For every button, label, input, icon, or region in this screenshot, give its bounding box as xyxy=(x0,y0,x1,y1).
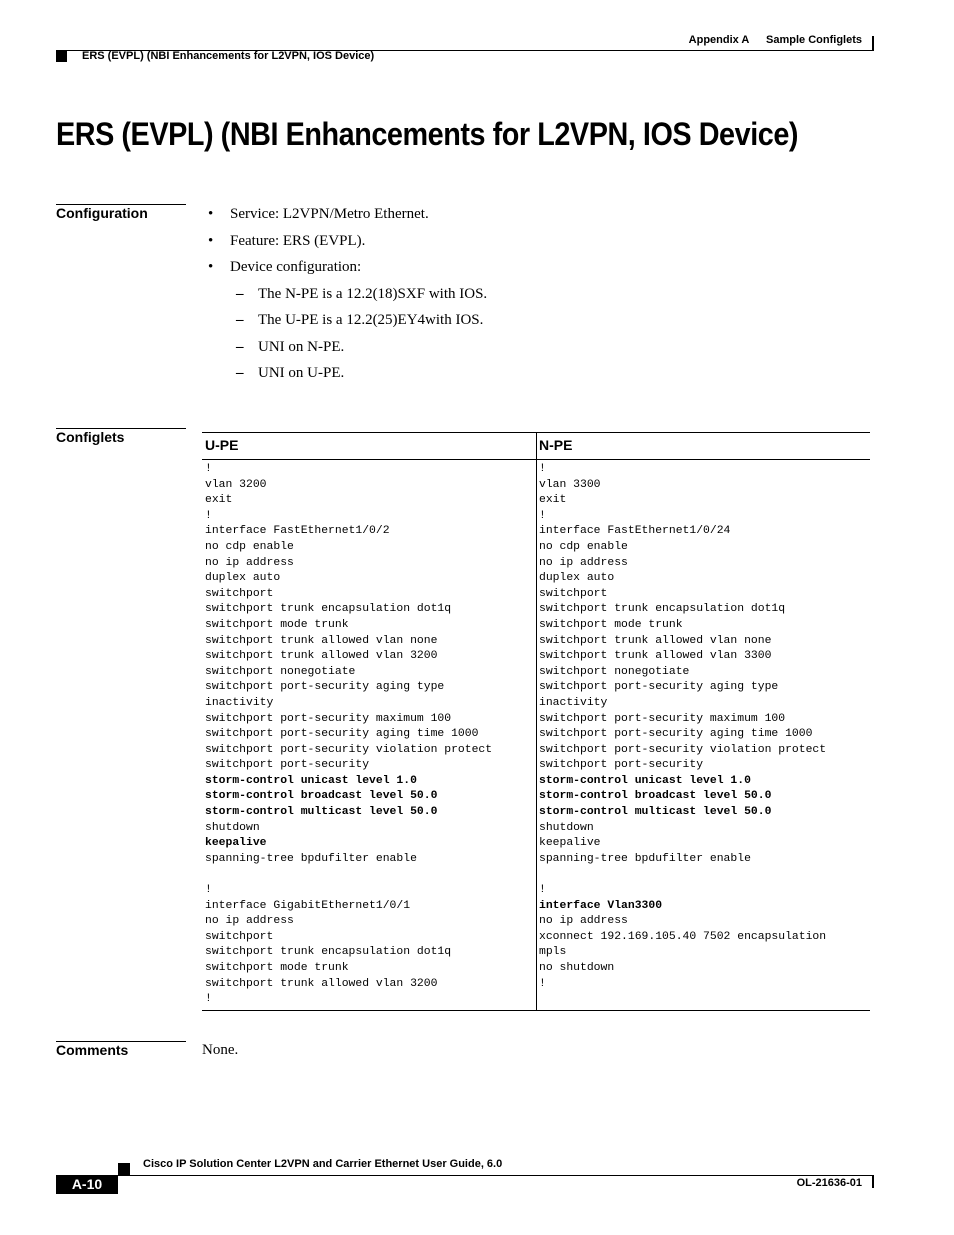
code-line: switchport mode trunk xyxy=(539,618,683,631)
code-line: storm-control broadcast level 50.0 xyxy=(205,790,438,803)
footer-square-marker xyxy=(118,1163,130,1175)
code-line: switchport nonegotiate xyxy=(539,665,690,678)
sub-list-item xyxy=(202,337,487,364)
code-line: duplex auto xyxy=(539,572,615,585)
dash-icon: – xyxy=(236,285,244,302)
configuration-label: Configuration xyxy=(56,205,148,221)
sub-list-item xyxy=(202,284,487,311)
list-item xyxy=(202,231,487,258)
code-line: switchport xyxy=(205,930,274,943)
code-line: xconnect 192.169.105.40 7502 encapsulation xyxy=(539,930,827,943)
code-line: storm-control multicast level 50.0 xyxy=(205,806,438,819)
bullet-icon: • xyxy=(208,232,214,249)
footer-tick-mark xyxy=(872,1176,874,1188)
dash-icon: – xyxy=(236,365,244,381)
upe-column-header: U-PE xyxy=(205,437,239,453)
code-line: switchport trunk allowed vlan 3200 xyxy=(205,650,438,663)
page-number: A-10 xyxy=(56,1175,118,1194)
code-line: exit xyxy=(205,494,233,507)
code-line: switchport xyxy=(205,587,274,600)
sub-list-item-text: The N-PE is a 12.2(18)SXF with IOS. xyxy=(258,285,488,302)
code-line: mpls xyxy=(539,946,567,959)
code-line: interface FastEthernet1/0/24 xyxy=(539,525,731,538)
code-line: switchport mode trunk xyxy=(205,962,349,974)
code-line: vlan 3200 xyxy=(205,478,267,491)
code-line: no ip address xyxy=(539,915,628,928)
code-line: ! xyxy=(539,977,546,990)
code-line: storm-control unicast level 1.0 xyxy=(205,774,417,787)
code-line: interface GigabitEthernet1/0/1 xyxy=(205,899,411,912)
npe-configlet-code xyxy=(539,462,826,992)
code-line: switchport xyxy=(539,587,608,600)
code-line: switchport port-security xyxy=(539,759,704,772)
code-line: switchport port-security violation protect xyxy=(539,743,827,756)
code-line: switchport mode trunk xyxy=(205,618,349,631)
code-line: duplex auto xyxy=(205,572,281,585)
running-header-right xyxy=(675,34,862,46)
configlets-label: Configlets xyxy=(56,429,125,445)
code-line: switchport trunk allowed vlan none xyxy=(539,634,772,647)
header-tick-mark xyxy=(872,36,874,50)
running-title: ERS (EVPL) (NBI Enhancements for L2VPN, IOS Device) xyxy=(82,50,375,62)
code-line: shutdown xyxy=(205,821,260,834)
list-item-text: Device configuration: xyxy=(230,259,362,275)
sub-list-item-text: UNI on N-PE. xyxy=(258,338,345,355)
bullet-icon: • xyxy=(208,206,214,222)
comments-label: Comments xyxy=(56,1042,129,1058)
code-line: ! xyxy=(205,993,212,1006)
appendix-label: Appendix A xyxy=(688,34,749,46)
configuration-list xyxy=(202,204,487,390)
code-line xyxy=(539,867,826,883)
code-line: ! xyxy=(205,463,212,475)
code-line: no ip address xyxy=(205,556,294,569)
code-line: switchport trunk encapsulation dot1q xyxy=(539,603,786,616)
list-item xyxy=(202,257,487,284)
code-line: keepalive xyxy=(205,837,267,850)
bullet-icon: • xyxy=(208,259,214,275)
footer-guide-title: Cisco IP Solution Center L2VPN and Carrier Ethernet User Guide, 6.0 xyxy=(143,1158,503,1170)
code-line: spanning-tree bpdufilter enable xyxy=(205,852,417,865)
code-line: ! xyxy=(539,884,546,897)
code-line: no ip address xyxy=(205,915,294,928)
code-line: ! xyxy=(539,509,546,522)
code-line: ! xyxy=(205,509,212,522)
code-line: switchport port-security aging time 1000 xyxy=(205,728,479,741)
code-line: switchport port-security maximum 100 xyxy=(539,712,786,725)
code-line: switchport trunk encapsulation dot1q xyxy=(205,603,452,616)
table-column-divider xyxy=(536,432,537,1011)
code-line: storm-control unicast level 1.0 xyxy=(539,774,751,787)
code-line: vlan 3300 xyxy=(539,478,601,491)
section-label: Sample Configlets xyxy=(766,34,862,46)
code-line: switchport trunk allowed vlan 3300 xyxy=(539,650,772,663)
code-line: no shutdown xyxy=(539,962,615,974)
code-line: keepalive xyxy=(539,837,601,850)
code-line: switchport nonegotiate xyxy=(205,665,356,678)
dash-icon: – xyxy=(236,312,244,328)
header-square-marker xyxy=(56,51,67,62)
code-line: switchport port-security xyxy=(205,759,370,772)
code-line: switchport trunk allowed vlan 3200 xyxy=(205,977,438,990)
code-line: switchport port-security aging type xyxy=(205,681,445,694)
code-line: switchport trunk allowed vlan none xyxy=(205,634,438,647)
code-line: switchport port-security maximum 100 xyxy=(205,712,452,725)
sub-list-item-text: UNI on U-PE. xyxy=(258,365,345,381)
sub-list-item xyxy=(202,310,487,337)
upe-configlet-code xyxy=(205,462,492,1008)
code-line: exit xyxy=(539,494,567,507)
dash-icon: – xyxy=(236,338,244,355)
list-item-text: Feature: ERS (EVPL). xyxy=(230,232,366,249)
sub-list-item xyxy=(202,363,487,390)
code-line: inactivity xyxy=(539,696,608,709)
code-line: ! xyxy=(205,884,212,897)
code-line: no cdp enable xyxy=(205,540,294,553)
npe-column-header: N-PE xyxy=(539,437,573,453)
list-item-text: Service: L2VPN/Metro Ethernet. xyxy=(230,206,429,222)
code-line: storm-control multicast level 50.0 xyxy=(539,806,772,819)
list-item xyxy=(202,204,487,231)
code-line xyxy=(205,867,492,883)
code-line: storm-control broadcast level 50.0 xyxy=(539,790,772,803)
sub-list-item-text: The U-PE is a 12.2(25)EY4with IOS. xyxy=(258,312,484,328)
code-line: shutdown xyxy=(539,821,594,834)
configlets-table xyxy=(202,432,870,1012)
code-line: switchport port-security aging time 1000 xyxy=(539,728,813,741)
code-line: no cdp enable xyxy=(539,540,628,553)
code-line: interface Vlan3300 xyxy=(539,899,663,912)
code-line: interface FastEthernet1/0/2 xyxy=(205,525,390,538)
code-line: inactivity xyxy=(205,696,274,709)
comments-text: None. xyxy=(202,1042,239,1058)
footer-rule xyxy=(118,1175,874,1176)
code-line: no ip address xyxy=(539,556,628,569)
page-title: ERS (EVPL) (NBI Enhancements for L2VPN, IOS Device) xyxy=(56,116,799,152)
document-number: OL-21636-01 xyxy=(796,1177,862,1189)
code-line: switchport port-security violation protect xyxy=(205,743,493,756)
code-line: switchport port-security aging type xyxy=(539,681,779,694)
code-line: spanning-tree bpdufilter enable xyxy=(539,852,751,865)
code-line: switchport trunk encapsulation dot1q xyxy=(205,946,452,959)
code-line: ! xyxy=(539,463,546,475)
